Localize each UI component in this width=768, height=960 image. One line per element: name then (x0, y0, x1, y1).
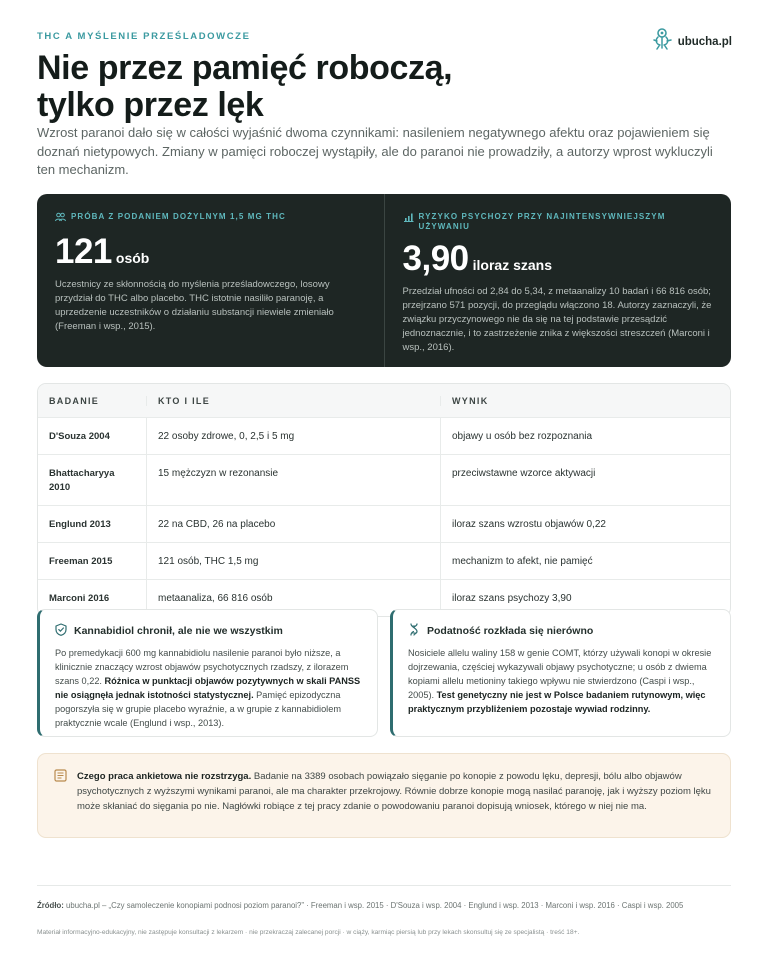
title-line-1: Nie przez pamięć roboczą, (37, 49, 453, 87)
table-row (38, 542, 730, 579)
cell-who: 22 osoby zdrowe, 0, 2,5 i 5 mg (146, 418, 440, 454)
source-line: Źródło: ubucha.pl – „Czy samoleczenie konopiami podnosi poziom paranoi?” · Freeman i wsp. 2015 · D'Souza i wsp. 2004 · Englund i wsp. 2013 · Marconi i wsp. 2016 · Caspi i wsp. 2005 (37, 901, 684, 910)
eyebrow: THC A MYŚLENIE PRZEŚLADOWCZE (37, 31, 251, 42)
card-genetics (390, 609, 731, 737)
cell-who: 15 mężczyzn w rezonansie (146, 455, 440, 505)
cell-result: iloraz szans psychozy 3,90 (440, 580, 730, 616)
cell-who: 22 na CBD, 26 na placebo (146, 506, 440, 542)
card-emphasis: Test genetyczny nie jest w Polsce badaniem rutynowym, więc praktycznym przybliżeniem pozostaje wywiad rodzinny. (408, 690, 706, 714)
table-row (38, 505, 730, 542)
bar-chart-icon (403, 212, 414, 232)
card-body: Po premedykacji 600 mg kannabidiolu nasilenie paranoi było niższe, a klinicznie znaczący wzrost objawów psychotycznych rzadszy, z ilorazem szans 0,22. Różnica w punktacji objawów pozytywnych w skali PANSS nie osiągnęła jednak istotności statystycznej. Pamięć epizodyczna pogorszyła się w grupie placebo wyraźnie, a w grupie z kannabidiolem praktycznie wcale (Englund i wsp., 2013). (55, 648, 361, 728)
cell-result: przeciwstawne wzorce aktywacji (440, 455, 730, 505)
card-emphasis: Różnica w punktacji objawów pozytywnych w skali PANSS nie osiągnęła jednak istotności statystycznej. (55, 676, 361, 700)
stat-unit: osób (115, 250, 150, 266)
stat-label (403, 212, 714, 232)
lead-paragraph: Wzrost paranoi dało się w całości wyjaśnić dwoma czynnikami: nasileniem negatywnego afektu oraz pojawieniem się doznań nietypowych. Zmiany w pamięci roboczej wystąpiły, ale do paranoi nie prowadziły, a autorzy wprost wykluczyli ten mechanizm. (37, 125, 713, 177)
cell-study: D'Souza 2004 (49, 431, 110, 442)
note-text: Czego praca ankietowa nie rozstrzyga. Badanie na 3389 osobach powiązało sięganie po konopie z powodu lęku, depresji, bólu albo objawów psychotycznych z wyższymi wynikami paranoi, ale ma charakter przekrojowy. Równie dobrze konopie mogą nasilać paranoję, jak i wyższy poziom lęku może skłaniać do sięgania po nie. Nagłówki robiące z tej pracy zdanie o powodowaniu paranoi dopisują wniosek, którego w niej nie ma. (77, 771, 711, 812)
footer-divider (37, 885, 731, 886)
source-label: Źródło: (37, 901, 64, 910)
stat-value: 121 (55, 232, 112, 271)
stat-unit: iloraz szans (472, 257, 552, 273)
stat-description: Przedział ufności od 2,84 do 5,34, z metaanalizy 10 badań i 66 816 osób; przejrzano 571 pozycji, do przeglądu włączono 18. Autorzy zaznaczyli, że związku przyczynowego nie da się na tej podstawie przesądzić jednoznacznie, i to zastrzeżenie znika z większości streszczeń (Marconi i wsp., 2016). (402, 286, 712, 353)
cell-study: Marconi 2016 (49, 593, 110, 604)
logo-text: ubucha.pl (677, 35, 732, 48)
stat-trial (37, 194, 384, 367)
card-title (55, 623, 362, 639)
stat-label-text: PRÓBA Z PODANIEM DOŻYLNYM 1,5 MG THC (71, 212, 286, 221)
column-header-result: WYNIK (440, 396, 730, 406)
stat-label (55, 212, 366, 225)
cell-study: Englund 2013 (49, 519, 111, 530)
table-row (38, 417, 730, 454)
title-line-2: tylko przez lęk (37, 86, 264, 124)
table-header-row (38, 384, 730, 417)
stat-description: Uczestnicy ze skłonnością do myślenia prześladowczego, losowy przydział do THC albo placebo. THC istotnie nasiliło paranoję, a uprzedzenie uczestników o działaniu substancji niewiele zmieniało (Freeman i wsp., 2015). (55, 279, 334, 332)
studies-table (37, 383, 731, 617)
document-icon (54, 769, 67, 837)
column-header-study: BADANIE (49, 395, 100, 406)
stat-value-row (403, 239, 714, 279)
note-emphasis: Czego praca ankietowa nie rozstrzyga. (77, 771, 252, 782)
logo-icon (653, 27, 673, 56)
page-title (37, 50, 597, 124)
cell-result: iloraz szans wzrostu objawów 0,22 (440, 506, 730, 542)
cell-study: Freeman 2015 (49, 556, 113, 567)
card-title-text: Kannabidiol chronił, ale nie we wszystkim (74, 625, 283, 637)
cell-result: mechanizm to afekt, nie pamięć (440, 543, 730, 579)
column-header-who: KTO I ILE (146, 396, 440, 406)
cell-study: Bhattacharyya 2010 (49, 468, 115, 493)
card-title (408, 623, 715, 639)
dna-icon (408, 623, 420, 639)
stat-value: 3,90 (402, 239, 469, 278)
card-cbd (37, 609, 378, 737)
stat-value-row (55, 232, 366, 272)
cell-result: objawy u osób bez rozpoznania (440, 418, 730, 454)
stats-panel (37, 194, 731, 367)
disclaimer: Materiał informacyjno-edukacyjny, nie zastępuje konsultacji z lekarzem · nie przekraczaj zalecanej porcji · w ciąży, karmiąc piersią lub przy lekach skonsultuj się ze specjalistą · treść 18+. (37, 929, 580, 936)
cell-who: metaanaliza, 66 816 osób (146, 580, 440, 616)
table-row (38, 454, 730, 505)
cell-who: 121 osób, THC 1,5 mg (146, 543, 440, 579)
card-body: Nosiciele allelu waliny 158 w genie COMT, którzy używali konopi w okresie dojrzewania, częściej wykazywali objawy psychotyczne; u osób z dwiema kopiami allelu metioniny takiego wpływu nie stwierdzono (Caspi i wsp., 2005). Test genetyczny nie jest w Polsce badaniem rutynowym, więc praktycznym przybliżeniem pozostaje wywiad rodzinny. (408, 648, 712, 714)
people-icon (55, 212, 66, 225)
stat-psychosis-risk (384, 194, 732, 367)
shield-check-icon (55, 623, 67, 639)
card-title-text: Podatność rozkłada się nierówno (427, 625, 594, 637)
note-box (37, 753, 731, 838)
brand-logo[interactable] (653, 27, 732, 56)
stat-label-text: RYZYKO PSYCHOZY PRZY NAJINTENSYWNIEJSZYM UŻYWANIU (418, 212, 666, 231)
